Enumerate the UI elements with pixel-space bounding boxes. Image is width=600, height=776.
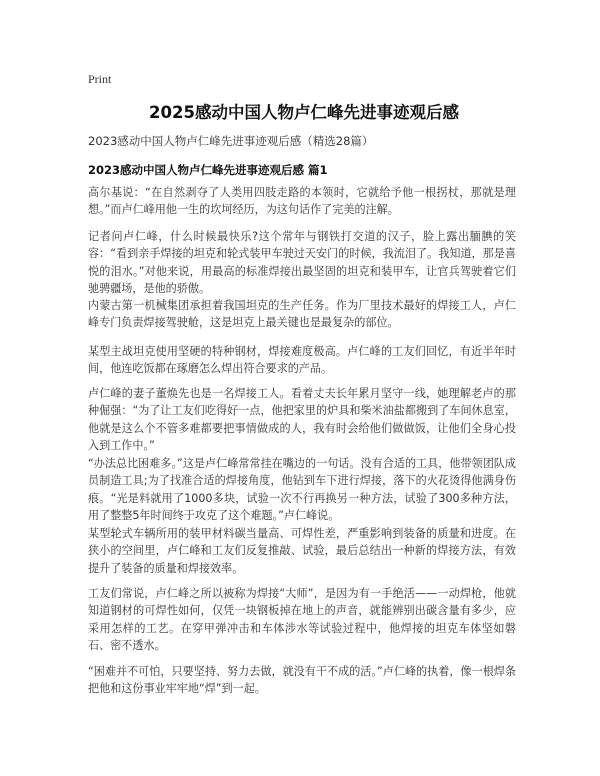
page-title: 2025感动中国人物卢仁峰先进事迹观后感	[149, 103, 459, 122]
paragraph-3: 内蒙古第一机械集团承担着我国坦克的生产任务。作为厂里技术最好的焊接工人，卢仁峰专门负责焊接驾驶舱，这是坦克上最关键也是最复杂的部位。	[88, 299, 516, 330]
paragraph-1: 高尔基说：“在自然剥夺了人类用四肢走路的本领时，它就给予他一根拐杖，那就是理想。”而卢仁峰用他一生的坎坷经历，为这句话作了完美的注解。	[88, 186, 516, 217]
paragraph-6: “办法总比困难多。”这是卢仁峰常常挂在嘴边的一句话。没有合适的工具，他带领团队成员制造工具;为了找准合适的焊接角度，他钻到车下进行焊接，落下的火花烫得他满身伤痕。“光是料就用了1000多块，试验一次不行再换另一种方法，试验了300多种方法，用了整整5年时间终于攻克了这个难题。”卢仁峰说。	[88, 457, 516, 523]
document-subtitle: 2023感动中国人物卢仁峰先进事迹观后感（精选28篇）	[88, 134, 374, 148]
paragraph-7: 某型轮式车辆所用的装甲材料碳当量高、可焊性差，严重影响到装备的质量和进度。在狭小的空间里，卢仁峰和工友们反复推敲、试验，最后总结出一种新的焊接方法，有效提升了装备的质量和焊接效率。	[88, 527, 516, 575]
paragraph-2: 记者问卢仁峰，什么时候最快乐?这个常年与钢铁打交道的汉子，脸上露出腼腆的笑容：“看到亲手焊接的坦克和轮式装甲车驶过天安门的时候，我流泪了。我知道，那是喜悦的泪水。”对他来说，用最高的标准焊接出最坚固的坦克和装甲车，让官兵驾驶着它们驰骋疆场，是他的骄傲。	[88, 230, 516, 296]
print-link[interactable]: Print	[88, 72, 112, 86]
section-heading: 2023感动中国人物卢仁峰先进事迹观后感 篇1	[88, 163, 328, 177]
paragraph-8: 工友们常说，卢仁峰之所以被称为焊接“大师”，是因为有一手绝活——一动焊枪，他就知道钢材的可焊性如何，仅凭一块钢板掉在地上的声音，就能辨别出碳含量有多少，应采用怎样的工艺。在穿甲弹冲击和车体涉水等试验过程中，他焊接的坦克车体坚如磐石、密不透水。	[88, 587, 516, 653]
paragraph-5: 卢仁峰的妻子董焕先也是一名焊接工人。看着丈夫长年累月坚守一线，她理解老卢的那种倔强：“为了让工友们吃得好一点，他把家里的炉具和柴米油盐都搬到了车间休息室，他就是这么个不管多难都要把事情做成的人，我有时会给他们做做饭，让他们全身心投入到工作中。”	[88, 387, 516, 453]
paragraph-4: 某型主战坦克使用坚硬的特种钢材，焊接难度极高。卢仁峰的工友们回忆，有近半年时间，他连吃饭都在琢磨怎么焊出符合要求的产品。	[88, 345, 516, 376]
paragraph-9: “困难并不可怕，只要坚持、努力去做，就没有干不成的活。”卢仁峰的执着，像一根焊条把他和这份事业牢牢地“焊”到一起。	[88, 665, 516, 696]
